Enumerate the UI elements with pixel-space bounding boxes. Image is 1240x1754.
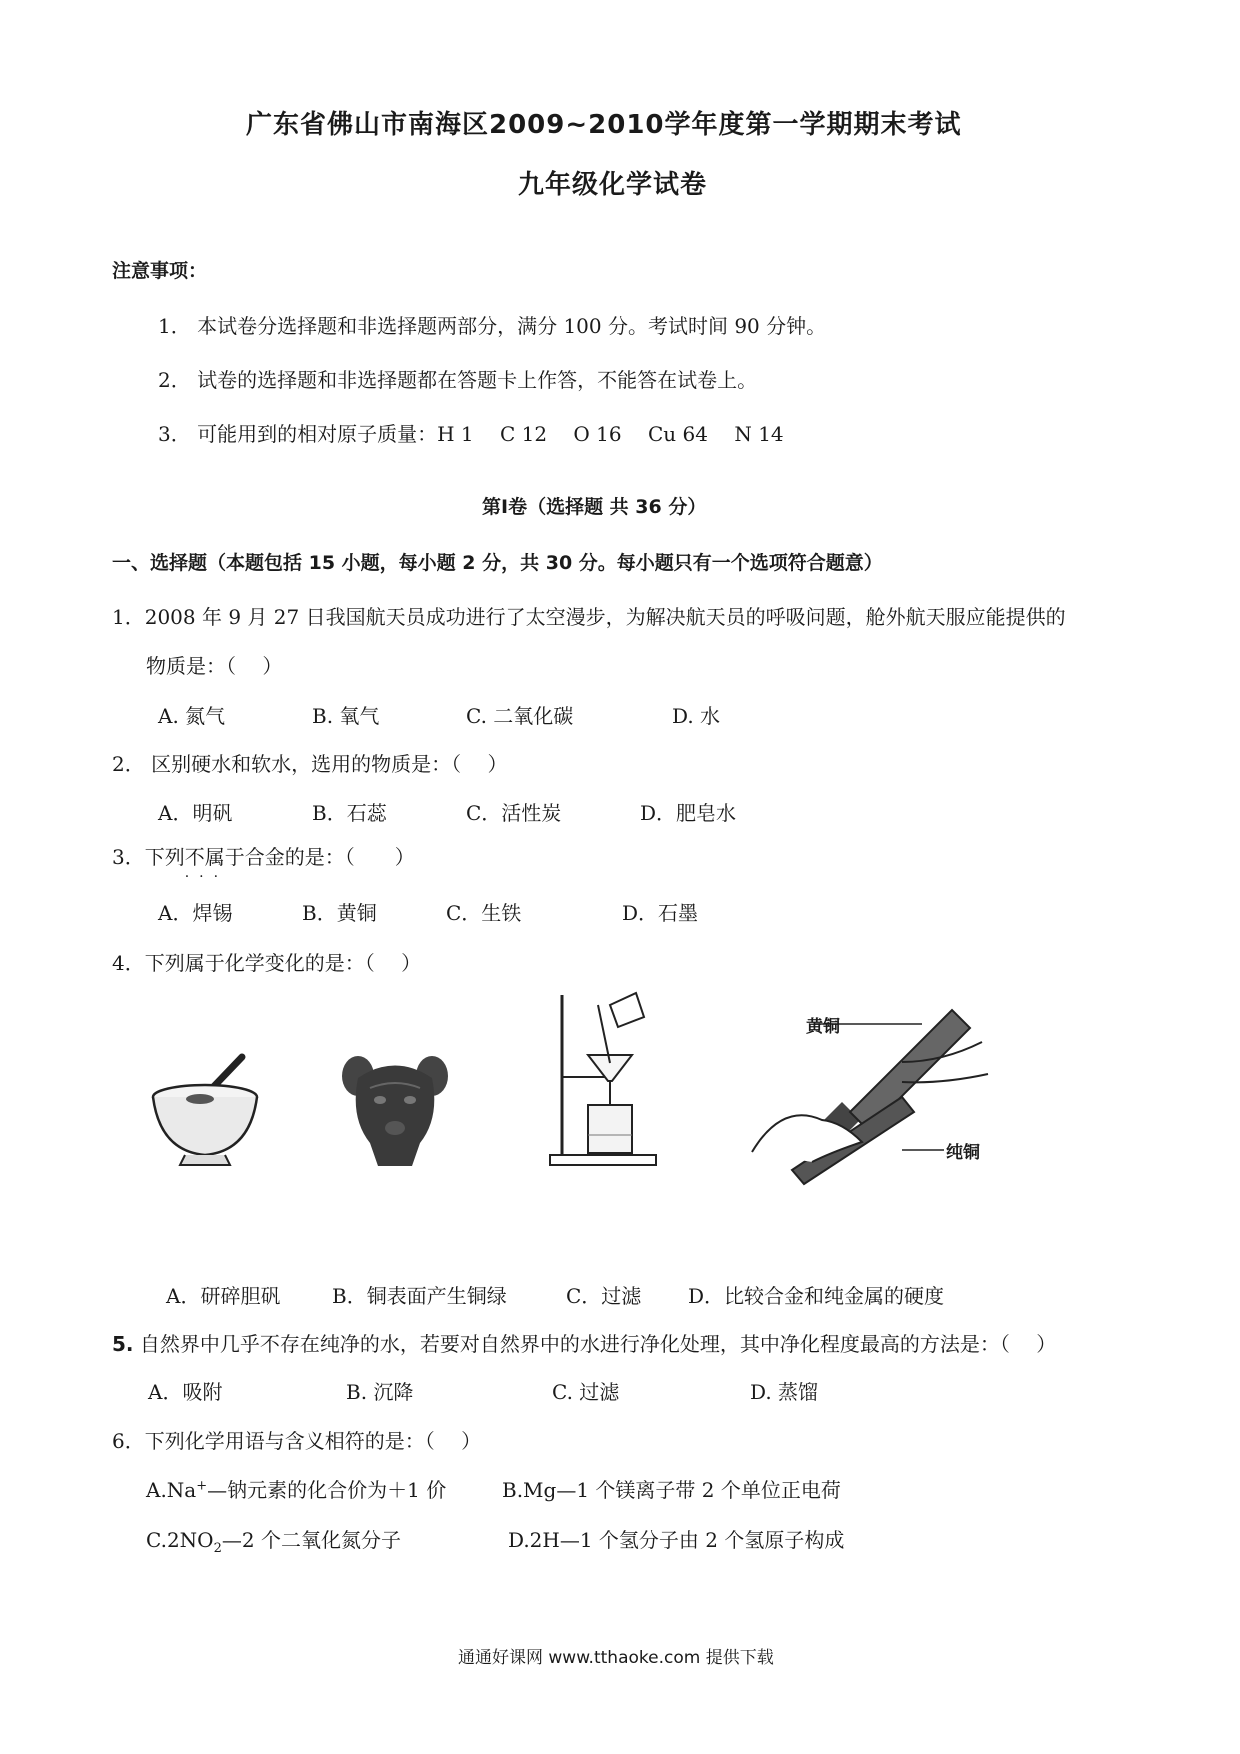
q3-option-b: B．黄铜 bbox=[302, 901, 377, 925]
q4-stem: 4．下列属于化学变化的是：（ ） bbox=[112, 951, 422, 975]
mortar-pestle-image bbox=[150, 1055, 260, 1165]
part1-heading: 第Ⅰ卷（选择题 共 36 分） bbox=[482, 496, 707, 518]
q2-option-d: D．肥皂水 bbox=[640, 801, 737, 825]
q3-option-d: D．石墨 bbox=[622, 901, 699, 925]
section-heading: 一、选择题（本题包括 15 小题，每小题 2 分，共 30 分。每小题只有一个选项符合题意） bbox=[112, 552, 883, 574]
q3-stem bbox=[112, 841, 415, 885]
emphasis-dots: ··· bbox=[184, 869, 229, 885]
q5-option-a: A．吸附 bbox=[148, 1380, 223, 1404]
q5-number: 5. bbox=[112, 1332, 134, 1356]
q1-stem-line1: 1．2008 年 9 月 27 日我国航天员成功进行了太空漫步，为解决航天员的呼吸问题，舱外航天服应能提供的 bbox=[112, 605, 1066, 629]
q6-option-d: D.2H—1 个氢分子由 2 个氢原子构成 bbox=[508, 1528, 845, 1552]
q3-stem-emphasis bbox=[184, 845, 245, 885]
q3-emphasis-text: 不属于 bbox=[184, 845, 245, 869]
label-brass: 黄铜 bbox=[806, 1017, 840, 1037]
q1-stem-line2: 物质是：（ ） bbox=[146, 654, 283, 678]
q4-option-b: B．铜表面产生铜绿 bbox=[332, 1284, 507, 1308]
q2-stem: 2． 区别硬水和软水，选用的物质是：（ ） bbox=[112, 752, 508, 776]
q6-option-c-formula: C.2NO bbox=[146, 1528, 214, 1552]
q5-option-b: B. 沉降 bbox=[346, 1380, 414, 1404]
q4-option-a: A．研碎胆矾 bbox=[166, 1284, 281, 1308]
q1-option-d: D. 水 bbox=[672, 704, 721, 728]
notice-item-2: 2． 试卷的选择题和非选择题都在答题卡上作答，不能答在试卷上。 bbox=[158, 368, 758, 392]
q5-option-d: D. 蒸馏 bbox=[750, 1380, 819, 1404]
q5-stem bbox=[112, 1328, 1056, 1357]
q6-option-a-charge: + bbox=[196, 1478, 208, 1494]
q1-option-a: A. 氮气 bbox=[158, 704, 226, 728]
label-copper: 纯铜 bbox=[946, 1143, 980, 1163]
q6-option-b: B.Mg—1 个镁离子带 2 个单位正电荷 bbox=[502, 1478, 841, 1502]
q3-stem-prefix: 3．下列 bbox=[112, 845, 185, 869]
q6-option-c bbox=[146, 1524, 401, 1556]
filtration-apparatus-image bbox=[548, 985, 668, 1170]
q2-option-c: C．活性炭 bbox=[466, 801, 562, 825]
q6-option-a bbox=[146, 1474, 446, 1503]
q6-option-a-symbol: A.Na bbox=[146, 1478, 197, 1502]
q6-option-a-text: —钠元素的化合价为＋1 价 bbox=[207, 1478, 447, 1502]
notice-item-3: 3． 可能用到的相对原子质量：H 1 C 12 O 16 Cu 64 N 14 bbox=[158, 422, 784, 446]
notice-heading: 注意事项： bbox=[112, 260, 208, 282]
bronze-head-image bbox=[340, 1048, 450, 1168]
q2-option-a: A．明矾 bbox=[158, 801, 233, 825]
q2-option-b: B．石蕊 bbox=[312, 801, 387, 825]
exam-title: 广东省佛山市南海区2009~2010学年度第一学期期末考试 bbox=[246, 110, 962, 140]
q3-option-a: A．焊锡 bbox=[158, 901, 233, 925]
q5-option-c: C. 过滤 bbox=[552, 1380, 620, 1404]
exam-subtitle: 九年级化学试卷 bbox=[518, 170, 708, 200]
q4-option-c: C．过滤 bbox=[566, 1284, 642, 1308]
q1-option-b: B. 氧气 bbox=[312, 704, 380, 728]
q3-option-c: C．生铁 bbox=[446, 901, 522, 925]
q6-option-c-subscript: 2 bbox=[213, 1541, 222, 1556]
q6-option-c-text: —2 个二氧化氮分子 bbox=[221, 1528, 401, 1552]
footer-text: 通通好课网 www.tthaoke.com 提供下载 bbox=[458, 1648, 774, 1668]
q6-stem: 6．下列化学用语与含义相符的是：（ ） bbox=[112, 1429, 482, 1453]
q4-option-d: D．比较合金和纯金属的硬度 bbox=[688, 1284, 945, 1308]
q5-stem-text: 自然界中几乎不存在纯净的水，若要对自然界中的水进行净化处理，其中净化程度最高的方法是：（ ） bbox=[139, 1332, 1057, 1356]
q3-stem-suffix: 合金的是：（ ） bbox=[244, 845, 415, 869]
notice-item-1: 1． 本试卷分选择题和非选择题两部分，满分 100 分。考试时间 90 分钟。 bbox=[158, 314, 827, 338]
q1-option-c: C. 二氧化碳 bbox=[466, 704, 574, 728]
